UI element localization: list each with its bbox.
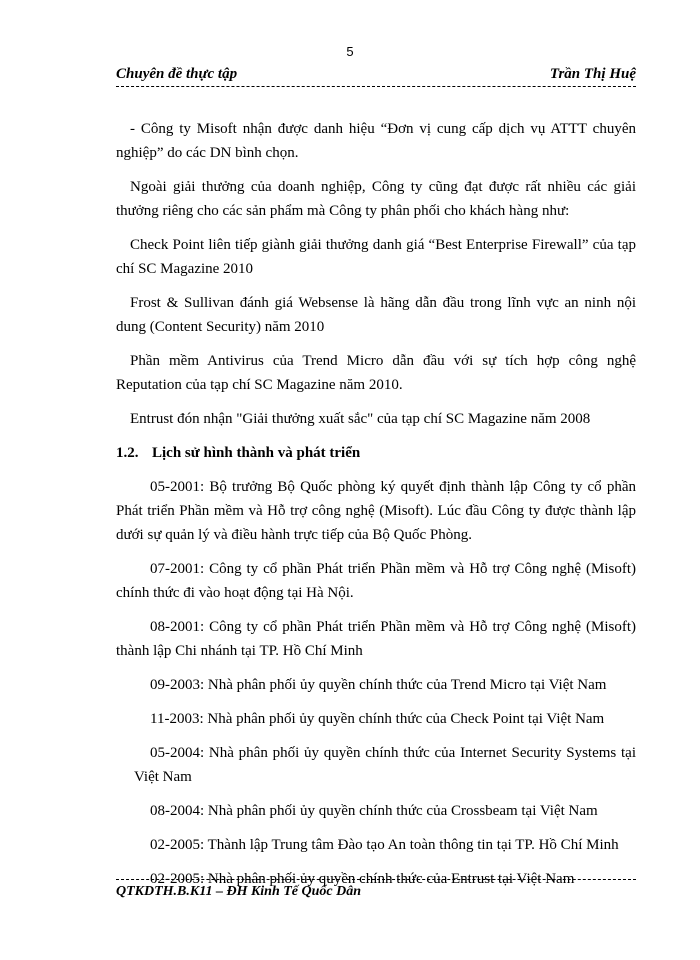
history-item: 02-2005: Thành lập Trung tâm Đào tạo An toàn thông tin tại TP. Hồ Chí Minh	[150, 837, 619, 853]
paragraph-awards-intro: Ngoài giải thưởng của doanh nghiệp, Công ty cũng đạt được rất nhiều các giải thưởng riêng cho các sản phẩm mà Công ty phân phối cho khách hàng như:	[116, 179, 636, 219]
page-header	[116, 66, 636, 83]
header-divider	[116, 86, 636, 87]
section-heading	[116, 441, 636, 465]
header-author: Trần Thị Huệ	[549, 66, 636, 82]
section-title: Lịch sử hình thành và phát triển	[152, 445, 361, 461]
history-item: 05-2001: Bộ trưởng Bộ Quốc phòng ký quyết định thành lập Công ty cổ phần Phát triển Phần mềm và Hỗ trợ công nghệ (Misoft). Lúc đầu Công ty được thành lập dưới sự quản lý và điều hành trực tiếp của Bộ Quốc Phòng.	[116, 479, 636, 543]
paragraph-misoft-award: - Công ty Misoft nhận được danh hiệu “Đơn vị cung cấp dịch vụ ATTT chuyên nghiệp” do các DN bình chọn.	[116, 121, 636, 161]
history-item: 05-2004: Nhà phân phối ủy quyền chính thức của Internet Security Systems tại Việt Nam	[134, 745, 636, 785]
paragraph-entrust: Entrust đón nhận "Giải thưởng xuất sắc" của tạp chí SC Magazine năm 2008	[130, 411, 591, 427]
document-body	[116, 117, 636, 901]
paragraph-websense: Frost & Sullivan đánh giá Websense là hãng dẫn đầu trong lĩnh vực an ninh nội dung (Content Security) năm 2010	[116, 295, 636, 335]
header-title: Chuyên đề thực tập	[116, 66, 238, 82]
history-item: 07-2001: Công ty cổ phần Phát triển Phần mềm và Hỗ trợ Công nghệ (Misoft) chính thức đi vào hoạt động tại Hà Nội.	[116, 561, 636, 601]
history-item: 08-2004: Nhà phân phối ủy quyền chính thức của Crossbeam tại Việt Nam	[150, 803, 598, 819]
history-item: 11-2003: Nhà phân phối ủy quyền chính thức của Check Point tại Việt Nam	[150, 711, 605, 727]
page-number: 5	[346, 44, 354, 59]
paragraph-trend-micro: Phần mềm Antivirus của Trend Micro dẫn đầu với sự tích hợp công nghệ Reputation của tạp chí SC Magazine năm 2010.	[116, 353, 636, 393]
footer-divider	[116, 879, 636, 880]
section-number: 1.2.	[116, 445, 139, 461]
history-item: 09-2003: Nhà phân phối ủy quyền chính thức của Trend Micro tại Việt Nam	[150, 677, 607, 693]
history-item: 08-2001: Công ty cổ phần Phát triển Phần mềm và Hỗ trợ Công nghệ (Misoft) thành lập Chi nhánh tại TP. Hồ Chí Minh	[116, 619, 636, 659]
page-footer: QTKDTH.B.K11 – ĐH Kinh Tế Quốc Dân	[116, 884, 362, 899]
history-item: 02-2005: Nhà phân phối ủy quyền chính thức của Entrust tại Việt Nam	[150, 871, 575, 887]
paragraph-checkpoint: Check Point liên tiếp giành giải thưởng danh giá “Best Enterprise Firewall” của tạp chí SC Magazine 2010	[116, 237, 636, 277]
